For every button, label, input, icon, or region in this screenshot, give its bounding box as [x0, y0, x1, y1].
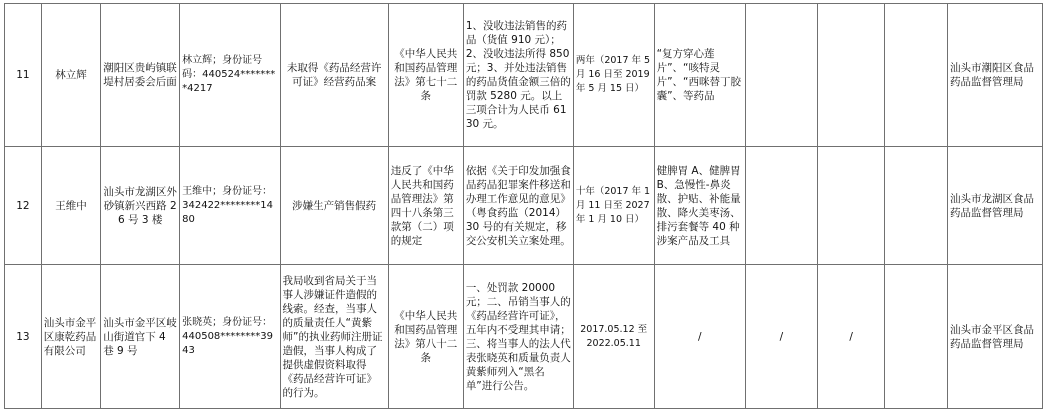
penalty-period: 两年（2017 年 5 月 16 日至 2019 年 5 月 15 日）: [573, 4, 654, 147]
involved-products: “复方穿心莲片”、“咳特灵片”、“西咪替丁胶囊”、等药品: [654, 4, 745, 147]
penalty-content: 依据《关于印发加强食品药品犯罪案件移送和办理工作意见的意见》（粤食药监（2014）30 号的有关规定，移交公安机关立案处理。: [463, 147, 573, 265]
party-name: 王维中: [41, 147, 100, 265]
party-address: 汕头市龙湖区外砂镇新兴西路 26 号 3 楼: [101, 147, 180, 265]
extra-column-b: /: [817, 265, 884, 409]
extra-column-a: /: [745, 265, 817, 409]
row-number: 13: [5, 265, 42, 409]
legal-person-id: 王维中；身份证号：342422********1480: [180, 147, 280, 265]
party-address: 潮阳区贵屿镇联堤村居委会后面: [101, 4, 180, 147]
extra-column-a: [745, 147, 817, 265]
penalty-period: 2017.05.12 至 2022.05.11: [573, 265, 654, 409]
table-row: [5, 4, 1043, 147]
legal-basis: 《中华人民共和国药品管理法》第七十二条: [388, 4, 463, 147]
case-description: 涉嫌生产销售假药: [280, 147, 388, 265]
penalty-table: [4, 3, 1043, 409]
extra-column-a: [745, 4, 817, 147]
penalty-period: 十年（2017 年 1 月 11 日至 2027 年 1 月 10 日）: [573, 147, 654, 265]
involved-products: /: [654, 265, 745, 409]
penalty-content: 1、没收违法销售的药品（货值 910 元）；2、没收违法所得 850 元；3、并处违法销售的药品货值金额三倍的罚款 5280 元。以上三项合计为人民币 6130 元。: [463, 4, 573, 147]
case-description: 未取得《药品经营许可证》经营药品案: [280, 4, 388, 147]
penalty-content: 一、处罚款 20000 元；二、吊销当事人的《药品经营许可证》，五年内不受理其申请；三、将当事人的法人代表张晓英和质量负责人黄紫师列入“黑名单”进行公告。: [463, 265, 573, 409]
empty-cell: [885, 265, 948, 409]
table-row: [5, 147, 1043, 265]
issuing-authority: 汕头市金平区食品药品监督管理局: [948, 265, 1043, 409]
involved-products: 健脾胃 A、健脾胃 B、急慢性-鼻炎散、护贴、补能量散、降火美枣汤、排污套餐等 40 种涉案产品及工具: [654, 147, 745, 265]
party-address: 汕头市金平区岐山街道官下 4 巷 9 号: [101, 265, 180, 409]
row-number: 11: [5, 4, 42, 147]
issuing-authority: 汕头市龙湖区食品药品监督管理局: [948, 147, 1043, 265]
legal-basis: 《中华人民共和国药品管理法》第八十二条: [388, 265, 463, 409]
party-name: 汕头市金平区康乾药品有限公司: [41, 265, 100, 409]
empty-cell: [885, 4, 948, 147]
party-name: 林立辉: [41, 4, 100, 147]
legal-basis: 违反了《中华人民共和国药品管理法》第四十八条第三款第（二）项的规定: [388, 147, 463, 265]
table-row: [5, 265, 1043, 409]
issuing-authority: 汕头市潮阳区食品药品监督管理局: [948, 4, 1043, 147]
legal-person-id: 张晓英；身份证号：440508********3943: [180, 265, 280, 409]
row-number: 12: [5, 147, 42, 265]
empty-cell: [885, 147, 948, 265]
case-description: 我局收到省局关于当事人涉嫌证件造假的线索。经查，当事人的质量责任人“黄紫师”的执业药师注册证造假，当事人构成了提供虚假资料取得《药品经营许可证》的行为。: [280, 265, 388, 409]
legal-person-id: 林立辉；身份证号码：440524********4217: [180, 4, 280, 147]
extra-column-b: [817, 4, 884, 147]
extra-column-b: [817, 147, 884, 265]
